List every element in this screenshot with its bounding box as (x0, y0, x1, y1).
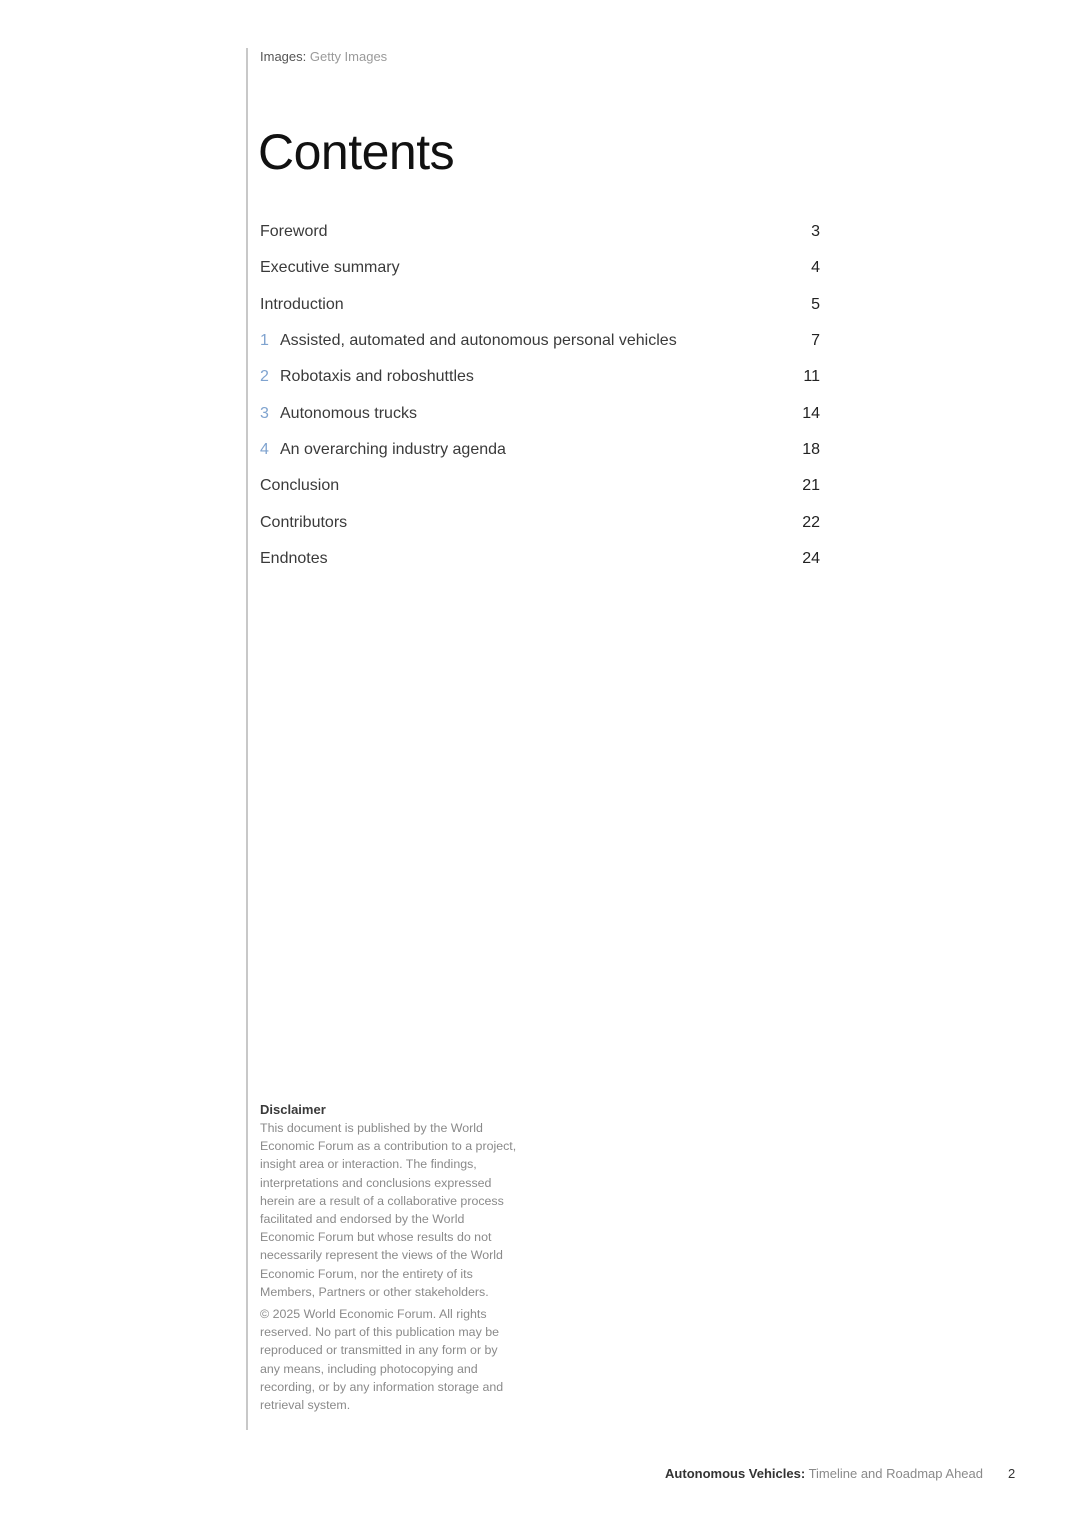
image-credit (260, 49, 387, 65)
toc-item-section-4[interactable] (260, 432, 822, 468)
copyright-notice: © 2025 World Economic Forum. All rights reserved. No part of this publication may be reproduced or transmitted in any form or by any means, including photocopying and recording, or by any information storage and retrieval system. (260, 1307, 504, 1413)
toc-item-label: Contributors (260, 513, 348, 531)
page-number: 2 (1008, 1466, 1016, 1481)
toc-item-conclusion[interactable] (260, 468, 822, 504)
toc-item-label: Introduction (260, 295, 344, 313)
toc-item-page: 22 (802, 513, 820, 531)
toc-item-number: 3 (260, 404, 269, 422)
disclaimer-body: This document is published by the World Economic Forum as a contribution to a project, insight area or interaction. The findings, interpretations and conclusions expressed herein are a result of a collaborative process facilitated and endorsed by the World Economic Forum but whose results do not necessarily represent the views of the World Economic Forum, nor the entirety of its Members, Partners or other stakeholders. (260, 1121, 517, 1299)
running-footer (665, 1466, 983, 1482)
toc-item-number: 4 (260, 440, 269, 458)
margin-rule (246, 48, 248, 1430)
footer-title: Autonomous Vehicles: (665, 1466, 806, 1481)
toc-item-endnotes[interactable] (260, 541, 822, 577)
toc-item-executive-summary[interactable] (260, 250, 822, 286)
toc-item-section-1[interactable] (260, 323, 822, 359)
toc-item-page: 7 (811, 332, 820, 350)
toc-item-page: 11 (803, 368, 820, 386)
image-credit-value: Getty Images (309, 49, 388, 64)
toc-item-label: Assisted, automated and autonomous personal vehicles (280, 332, 677, 350)
toc-item-label: Executive summary (260, 259, 400, 277)
toc-item-label: Robotaxis and roboshuttles (280, 368, 474, 386)
toc-item-foreword[interactable] (260, 214, 822, 250)
toc-item-label: Autonomous trucks (280, 404, 417, 422)
toc-item-label: Endnotes (260, 549, 328, 567)
toc-item-page: 5 (811, 295, 820, 313)
toc-item-page: 14 (802, 404, 820, 422)
toc-item-number: 1 (260, 332, 269, 350)
toc-item-page: 24 (802, 549, 820, 567)
toc-item-label: An overarching industry agenda (280, 440, 506, 458)
image-credit-label: Images: (260, 49, 307, 64)
toc-item-page: 18 (802, 440, 820, 458)
toc-item-section-2[interactable] (260, 359, 822, 395)
toc-item-number: 2 (260, 368, 269, 386)
disclaimer-heading: Disclaimer (260, 1102, 326, 1117)
footer-subtitle: Timeline and Roadmap Ahead (808, 1466, 983, 1481)
toc-item-label: Conclusion (260, 477, 340, 495)
toc-item-page: 21 (802, 477, 820, 495)
toc-item-section-3[interactable] (260, 395, 822, 431)
toc-item-label: Foreword (260, 223, 328, 241)
table-of-contents (260, 214, 822, 577)
toc-item-introduction[interactable] (260, 287, 822, 323)
toc-item-page: 4 (811, 259, 820, 277)
toc-item-contributors[interactable] (260, 504, 822, 540)
page-title: Contents (258, 124, 455, 180)
toc-item-page: 3 (811, 223, 820, 241)
disclaimer (260, 1101, 518, 1414)
